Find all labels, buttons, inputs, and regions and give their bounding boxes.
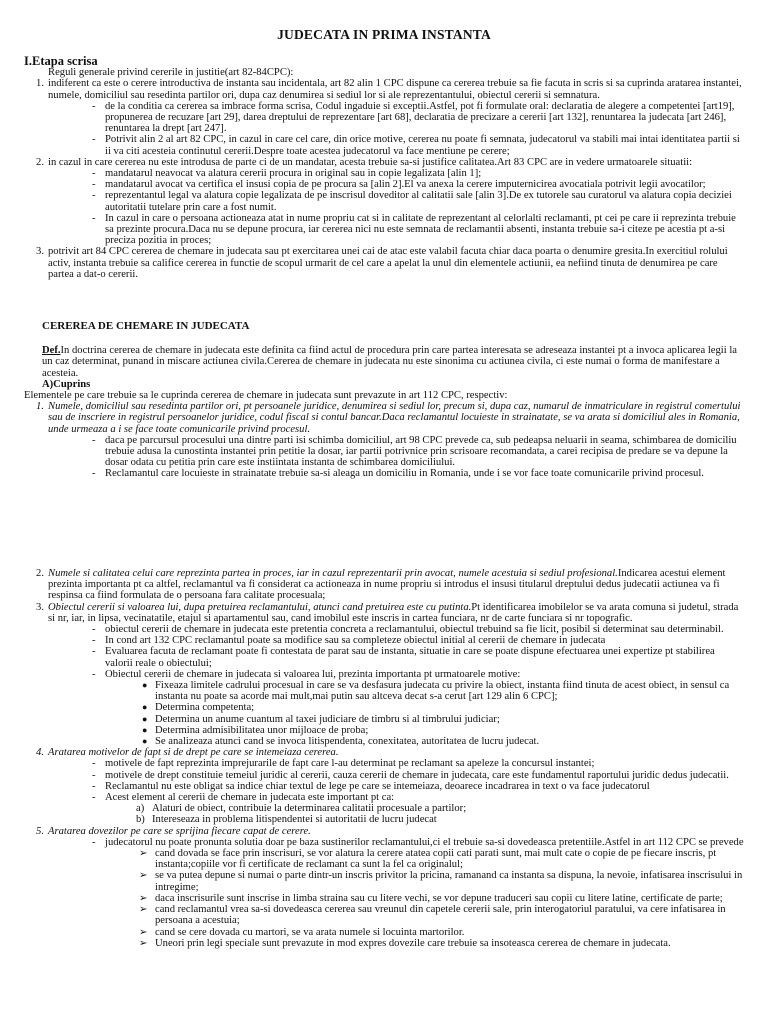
section-cererea — [24, 321, 744, 480]
list-item — [24, 568, 744, 602]
alpha-item — [24, 803, 744, 814]
list-number: 4. — [36, 747, 44, 759]
alpha-item-text: Intereseaza in problema litispendentei si autoritatii de lucru judecat — [152, 814, 437, 826]
list-item-text — [48, 602, 744, 624]
section-etapa-scrisa — [24, 56, 744, 280]
section-cererea-continued — [24, 568, 744, 949]
definition-text: In doctrina cererea de chemare in judecata este definita ca fiind actul de procedura prin care partea interesata se adreseaza instantei pt a invoca aplicarea legii la un caz determinat, punand in miscare actiunea civila.Cererea de chemare in judecata nu este sinonima cu actiunea civila, ci este numai o forma de manifestare a acesteia. — [42, 345, 737, 379]
bullet-item-text: Fixeaza limitele cadrului procesual in care se va desfasura judecata cu privire la obiect, instanta fiind tinuta de acest obiect, in sensul ca instanta nu poate sa acorde mai mult,mai putin sau altceva decat s-a cerut [art 129 alin 6 CPC]; — [155, 680, 730, 703]
dash-item: - mandatarul avocat va certifica el insusi copia de pe procura sa [alin 2].El va anexa la cerere imputernicirea avocatiala potrivit legii avocatilor; — [24, 179, 744, 190]
definition-label: Def. — [42, 345, 61, 357]
arrow-item: ➢ daca inscrisurile sunt inscrise in limba straina sau cu litere vechi, se vor depune traduceri sau copii cu litere latine, certificate de parte; — [24, 893, 744, 904]
document-title: JUDECATA IN PRIMA INSTANTA — [277, 27, 491, 42]
list-item-text: potrivit art 84 CPC cererea de chemare in judecata sau pt exercitarea unei cai de atac este valabil facuta chiar daca poarta o denumire gresita.In exercitiul rolului activ, instanta trebuie sa califice cererea in functie de scopul urmarit de cel care a apelat la unul din elementele actiunii, ea nefiind tinuta de denumirea pe care partea a dat-o cererii. — [48, 246, 728, 280]
item-italic-text: Numele, domiciliul sau resedinta partilor ori, pt persoanele juridice, denumirea si sediul lor, precum si, dupa caz, numarul de inmatriculare in registrul comertului sau de inscriere in registrul persoanelor juridice, codul fiscal si contul bancar. — [48, 401, 741, 424]
list-item — [24, 78, 744, 100]
list-number: 3. — [36, 601, 44, 613]
arrow-item: ➢ Uneori prin legi speciale sunt prevazute in mod expres dovezile care trebuie sa insoteasca cererea de chemare in judecata. — [24, 938, 744, 949]
dash-item-text: In cazul in care o persoana actioneaza atat in nume propriu cat si in calitate de reprezentant al celorlalti reclamanti, pt cei pe care ii reprezinta trebuie sa prezinte procura.Daca nu se depune procura, iar cererea nici nu este semnata de reclamantii absenti, instanta trebuie sa-i citeze pe acestia pt a-si preciza pozitia in proces; — [105, 212, 736, 247]
arrow-item-text: cand reclamantul vrea sa-si dovedeasca cererea sau vreunul din capetele cererii sale, prin interogatoriul paratului, va cere infatisarea in persoana a acestuia; — [155, 904, 726, 927]
item-text: Indicarea acestui element prezinta importanta pt ca altfel, reclamantul va fi considerat ca actioneaza in nume propriu si introdus el insusi titularul dreptului dedus judecatii actiunea va fi respinsa ca fiind formulata de o persoana fara calitate procesuala; — [48, 568, 726, 602]
alpha-marker: a) — [136, 803, 145, 815]
dash-item: - Reclamantul care locuieste in strainatate trebuie sa-si aleaga un domiciliu in Romania, unde i se vor face toate comunicarile privind procesul. — [24, 468, 744, 479]
list-item — [24, 246, 744, 280]
alpha-item-text: Alaturi de obiect, contribuie la determinarea calitatii procesuale a partilor; — [152, 803, 467, 815]
dash-item-text: de la conditia ca cererea sa imbrace forma scrisa, Codul ingaduie si exceptii.Astfel, pot fi formulate oral: declaratia de alegere a competentei [art19], propunerea de recuzare [art 29], darea dreptului de reprezentare [art 68], declaratia de precizare a cererii [art 132], renuntarea la judecata [art 246], renuntarea la drept [art 247]. — [105, 100, 735, 135]
dash-item: - obiectul cererii de chemare in judecata este pretentia concreta a reclamantului, obiectul trebuind sa fie licit, posibil si determinat sau determinabil. — [24, 624, 744, 635]
list-item — [24, 826, 744, 837]
section-subheading: Reguli generale privind cererile in justitie(art 82-84CPC): — [48, 67, 294, 79]
list-item-text — [48, 568, 744, 602]
list-item-text: Aratarea motivelor de fapt si de drept pe care se intemeiaza cererea. — [48, 747, 339, 759]
dash-item: - Potrivit alin 2 al art 82 CPC, in cazul in care cel care, din orice motive, cererea nu poate fi semnata, judecatorul va stabili mai intai identitatea partii si ii va citi acesteia continutul cererii.Despre toate acestea judecatorul va face mentiune pe cerere; — [24, 134, 744, 156]
bullet-item-text: Determina un anume cuantum al taxei judiciare de timbru si al timbrului judiciar; — [155, 713, 500, 725]
cuprins-intro: Elementele pe care trebuie sa le cuprinda cererea de chemare in judecata sunt prevazute in art 112 CPC, respectiv: — [24, 390, 508, 402]
dash-item-text: Reclamantul nu este obligat sa indice chiar textul de lege pe care se intemeiaza, deoarece incadrarea in text o va face judecatorul — [105, 780, 650, 792]
dash-item: - mandatarul neavocat va alatura cererii procura in original sau in copie legalizata [alin 1]; — [24, 168, 744, 179]
dash-item: - Reclamantul nu este obligat sa indice chiar textul de lege pe care se intemeiaza, deoarece incadrarea in text o va face judecatorul — [24, 781, 744, 792]
bullet-item-text: Determina admisibilitatea unor mijloace de proba; — [155, 724, 369, 736]
arrow-item-text: daca inscrisurile sunt inscrise in limba straina sau cu litere vechi, se vor depune traduceri sau copii cu litere latine, certificate de parte; — [155, 892, 723, 904]
arrow-item: ➢ se va putea depune si numai o parte dintr-un inscris privitor la pricina, ramanand ca instanta sa dispuna, la nevoie, infatisarea inscrisului in intregime; — [139, 870, 743, 893]
dash-item-text: motivele de drept constituie temeiul juridic al cererii, cauza cererii de chemare in judecata, care este fundamentul raportului juridic dedus judecatii. — [105, 769, 729, 781]
bullet-item: ● Determina un anume cuantum al taxei judiciare de timbru si al timbrului judiciar; — [24, 714, 744, 725]
dash-item: - reprezentantul legal va alatura copie legalizata de pe inscrisul doveditor al calitatii sale [alin 3].De ex tutorele sau curatorul va alatura copia deciziei autoritatii tutelare prin care a fost numit. — [24, 190, 744, 212]
list-item-text: Aratarea dovezilor pe care se sprijina fiecare capat de cerere. — [48, 825, 311, 837]
dash-item-text: mandatarul avocat va certifica el insusi copia de pe procura sa [alin 2].El va anexa la cerere imputernicirea avocatiala potrivit legii avocatilor; — [105, 179, 706, 191]
list-number: 3. — [36, 246, 44, 258]
bullet-item: ● Determina competenta; — [24, 702, 744, 713]
dash-item-text: Potrivit alin 2 al art 82 CPC, in cazul in care cel care, din orice motive, cererea nu poate fi semnata, judecatorul va stabili mai intai identitatea partii si ii va citi acesteia continutul cererii.Despre toate acestea judecatorul va face mentiune pe cerere; — [105, 134, 740, 157]
list-item-text: in cazul in care cererea nu este introdusa de parte ci de un mandatar, acesta trebuie sa-si justifice calitatea.Art 83 CPC are in vedere urmatoarele situatii: — [48, 156, 693, 168]
arrow-item-text: cand se cere dovada cu martori, se va arata numele si locuinta martorilor. — [155, 926, 465, 938]
section-heading: CEREREA DE CHEMARE IN JUDECATA — [42, 320, 250, 332]
dash-item-text: Obiectul cererii de chemare in judecata si valoarea lui, prezinta importanta pt urmatoarele motive: — [105, 668, 521, 680]
bullet-item: ● Se analizeaza atunci cand se invoca litispendenta, conexitatea, autoritatea de lucru judecat. — [24, 736, 744, 747]
dash-item: - motivele de drept constituie temeiul juridic al cererii, cauza cererii de chemare in judecata, care este fundamentul raportului juridic dedus judecatii. — [24, 770, 744, 781]
dash-item-text: In cond art 132 CPC reclamantul poate sa modifice sau sa completeze obiectul initial al cererii de chemare in judecata — [105, 635, 606, 647]
dash-item-text: motivele de fapt reprezinta imprejurarile de fapt care l-au determinat pe reclamant sa apeleze la concursul instantei; — [105, 758, 595, 770]
arrow-item-text: cand dovada se face prin inscrisuri, se vor alatura la cerere atatea copii cati parati sunt, mai mult cate o copie de pe fiecare inscris, pt instanta;copiile vor fi certificate de reclamant ca sunt la fel ca originalul; — [155, 848, 717, 871]
list-item — [24, 602, 744, 624]
dash-item-text: Reclamantul care locuieste in strainatate trebuie sa-si aleaga un domiciliu in Romania, unde i se vor face toate comunicarile privind procesul. — [105, 468, 704, 480]
list-number: 2. — [36, 156, 44, 168]
dash-item: - de la conditia ca cererea sa imbrace forma scrisa, Codul ingaduie si exceptii.Astfel, pot fi formulate oral: declaratia de alegere a competentei [art19], propunerea de recuzare [art 29], darea dreptului de reprezentare [art 68], declaratia de precizare a cererii [art 132], renuntarea la judecata [art 246], renuntarea la drept [art 247]. — [24, 101, 744, 135]
list-item-text — [48, 401, 744, 435]
cuprins-heading: A)Cuprins — [42, 378, 91, 390]
arrow-item: ➢ cand se cere dovada cu martori, se va arata numele si locuinta martorilor. — [24, 927, 744, 938]
dash-item-text: Acest element al cererii de chemare in judecata este important pt ca: — [105, 792, 395, 804]
section-heading: I.Etapa scrisa — [24, 54, 98, 68]
item-italic-text: Numele si calitatea celui care reprezinta partea in proces, iar in cazul reprezentarii prin avocat, numele acestuia si sediul profesional. — [48, 568, 618, 579]
list-number: 2. — [36, 568, 44, 579]
dash-item: - In cond art 132 CPC reclamantul poate sa modifice sau sa completeze obiectul initial al cererii de chemare in judecata — [24, 635, 744, 646]
bullet-item-text: Se analizeaza atunci cand se invoca litispendenta, conexitatea, autoritatea de lucru judecat. — [155, 736, 540, 748]
dash-item: - judecatorul nu poate pronunta solutia doar pe baza sustinerilor reclamantului,ci el trebuie sa-si dovedeasca pretentiile.Astfel in art 112 CPC se prevede — [92, 836, 744, 848]
dash-item-text: daca pe parcursul procesului una dintre parti isi schimba domiciliul, art 98 CPC prevede ca, sub pedeapsa neluarii in seama, schimbarea de domiciliu trebuie adusa la cunostinta instantei prin petitie la dosar, iar partii potrivnice prin scrisoare recomandata, a carei recipisa de predare se va depune la dosar odata cu petitia prin care este instiintata instanta de schimbarea domiciliului. — [105, 434, 737, 469]
dash-item: - Evaluarea facuta de reclamant poate fi contestata de parat sau de instanta, situatie in care se poate dispune efectuarea unei expertize pt stabilirea valorii reale o obiectului; — [24, 646, 744, 668]
arrow-item-text: Uneori prin legi speciale sunt prevazute in mod expres dovezile care trebuie sa insoteasca cererea de chemare in judecata. — [155, 937, 671, 949]
alpha-marker: b) — [136, 814, 145, 826]
list-number: 5. — [36, 825, 44, 837]
list-item-text: indiferent ca este o cerere introductiva de instanta sau incidentala, art 82 alin 1 CPC dispune ca cererea trebuie sa fie facuta in scris si sa cuprinda aratarea instantei, numele, domiciliul sau resedinta partilor ori, dupa caz denumirea si sediul lor si ale reprezentantului, obiectul cererii si semnatura. — [48, 78, 742, 101]
list-number: 1. — [36, 78, 44, 90]
dash-item-text: reprezentantul legal va alatura copie legalizata de pe inscrisul doveditor al calitatii sale [alin 3].De ex tutorele sau curatorul va alatura copia deciziei autoritatii tutelare prin care a fost numit. — [105, 190, 732, 213]
definition-paragraph — [24, 345, 744, 379]
dash-item: - daca pe parcursul procesului una dintre parti isi schimba domiciliul, art 98 CPC prevede ca, sub pedeapsa neluarii in seama, schimbarea de domiciliu trebuie adusa la cunostinta instantei prin petitie la dosar, iar partii potrivnice prin scrisoare recomandata, a carei recipisa de predare se va depune la dosar odata cu petitia prin care este instiintata instanta de schimbarea domiciliului. — [24, 435, 744, 469]
dash-item: - Obiectul cererii de chemare in judecata si valoarea lui, prezinta importanta pt urmatoarele motive: — [24, 669, 744, 680]
dash-item-text: judecatorul nu poate pronunta solutia doar pe baza sustinerilor reclamantului,ci el trebuie sa-si dovedeasca pretentiile.Astfel in art 112 CPC se prevede — [105, 836, 744, 848]
bullet-item-text: Determina competenta; — [155, 702, 255, 714]
alpha-item — [24, 814, 744, 825]
dash-item-text: mandatarul neavocat va alatura cererii procura in original sau in copie legalizata [alin 1]; — [105, 168, 482, 180]
bullet-item: ● Determina admisibilitatea unor mijloace de proba; — [24, 725, 744, 736]
arrow-item-text: se va putea depune si numai o parte dintr-un inscris privitor la pricina, ramanand ca instanta sa dispuna, la nevoie, infatisarea inscrisului in intregime; — [155, 870, 743, 893]
dash-item: - motivele de fapt reprezinta imprejurarile de fapt care l-au determinat pe reclamant sa apeleze la concursul instantei; — [24, 758, 744, 769]
arrow-item: ➢ cand dovada se face prin inscrisuri, se vor alatura la cerere atatea copii cati parati sunt, mai mult cate o copie de pe fiecare inscris, pt instanta;copiile vor fi certificate de reclamant ca sunt la fel ca originalul; — [24, 848, 744, 870]
arrow-item: ➢ cand reclamantul vrea sa-si dovedeasca cererea sau vreunul din capetele cererii sale, prin interogatoriul paratului, va cere infatisarea in persoana a acestuia; — [24, 904, 744, 926]
bullet-item: ● Fixeaza limitele cadrului procesual in care se va desfasura judecata cu privire la obiect, instanta fiind tinuta de acest obiect, in sensul ca instanta nu poate sa acorde mai mult,mai putin sau altceva decat s-a cerut [art 129 alin 6 CPC]; — [24, 680, 744, 702]
item-italic-text-2: Daca reclamantul locuieste in strainatate, se va arata si domiciliul ales in Romania, unde urmeaza a i se face toate comunicarile privind procesul. — [48, 412, 740, 435]
dash-item: - In cazul in care o persoana actioneaza atat in nume propriu cat si in calitate de reprezentant al celorlalti reclamanti, pt cei pe care ii reprezinta trebuie sa prezinte procura.Daca nu se depune procura, iar cererea nici nu este semnata de reclamantii absenti, instanta trebuie sa-i citeze pe acestia pt a-si preciza pozitia in proces; — [24, 213, 744, 247]
list-item — [24, 747, 744, 758]
item-italic-text: Obiectul cererii si valoarea lui, dupa pretuirea reclamantului, atunci cand pretuirea este cu putinta. — [48, 601, 472, 613]
item-text: Pt identificarea imobilelor se va arata comuna si judetul, strada si nr, iar, in lipsa, vecinatatile, etajul si apartamentul sau, cand imobilul este inscris in cartea funciara, nr de carte funciara si nr topografic. — [48, 601, 739, 624]
dash-item: - Acest element al cererii de chemare in judecata este important pt ca: — [24, 792, 744, 803]
list-item — [24, 157, 744, 168]
list-number: 1. — [36, 401, 44, 413]
list-item — [24, 401, 744, 435]
dash-item-text: obiectul cererii de chemare in judecata este pretentia concreta a reclamantului, obiectul trebuind sa fie licit, posibil si determinat sau determinabil. — [105, 624, 724, 636]
dash-item-text: Evaluarea facuta de reclamant poate fi contestata de parat sau de instanta, situatie in care se poate dispune efectuarea unei expertize pt stabilirea valorii reale o obiectului; — [105, 646, 715, 669]
